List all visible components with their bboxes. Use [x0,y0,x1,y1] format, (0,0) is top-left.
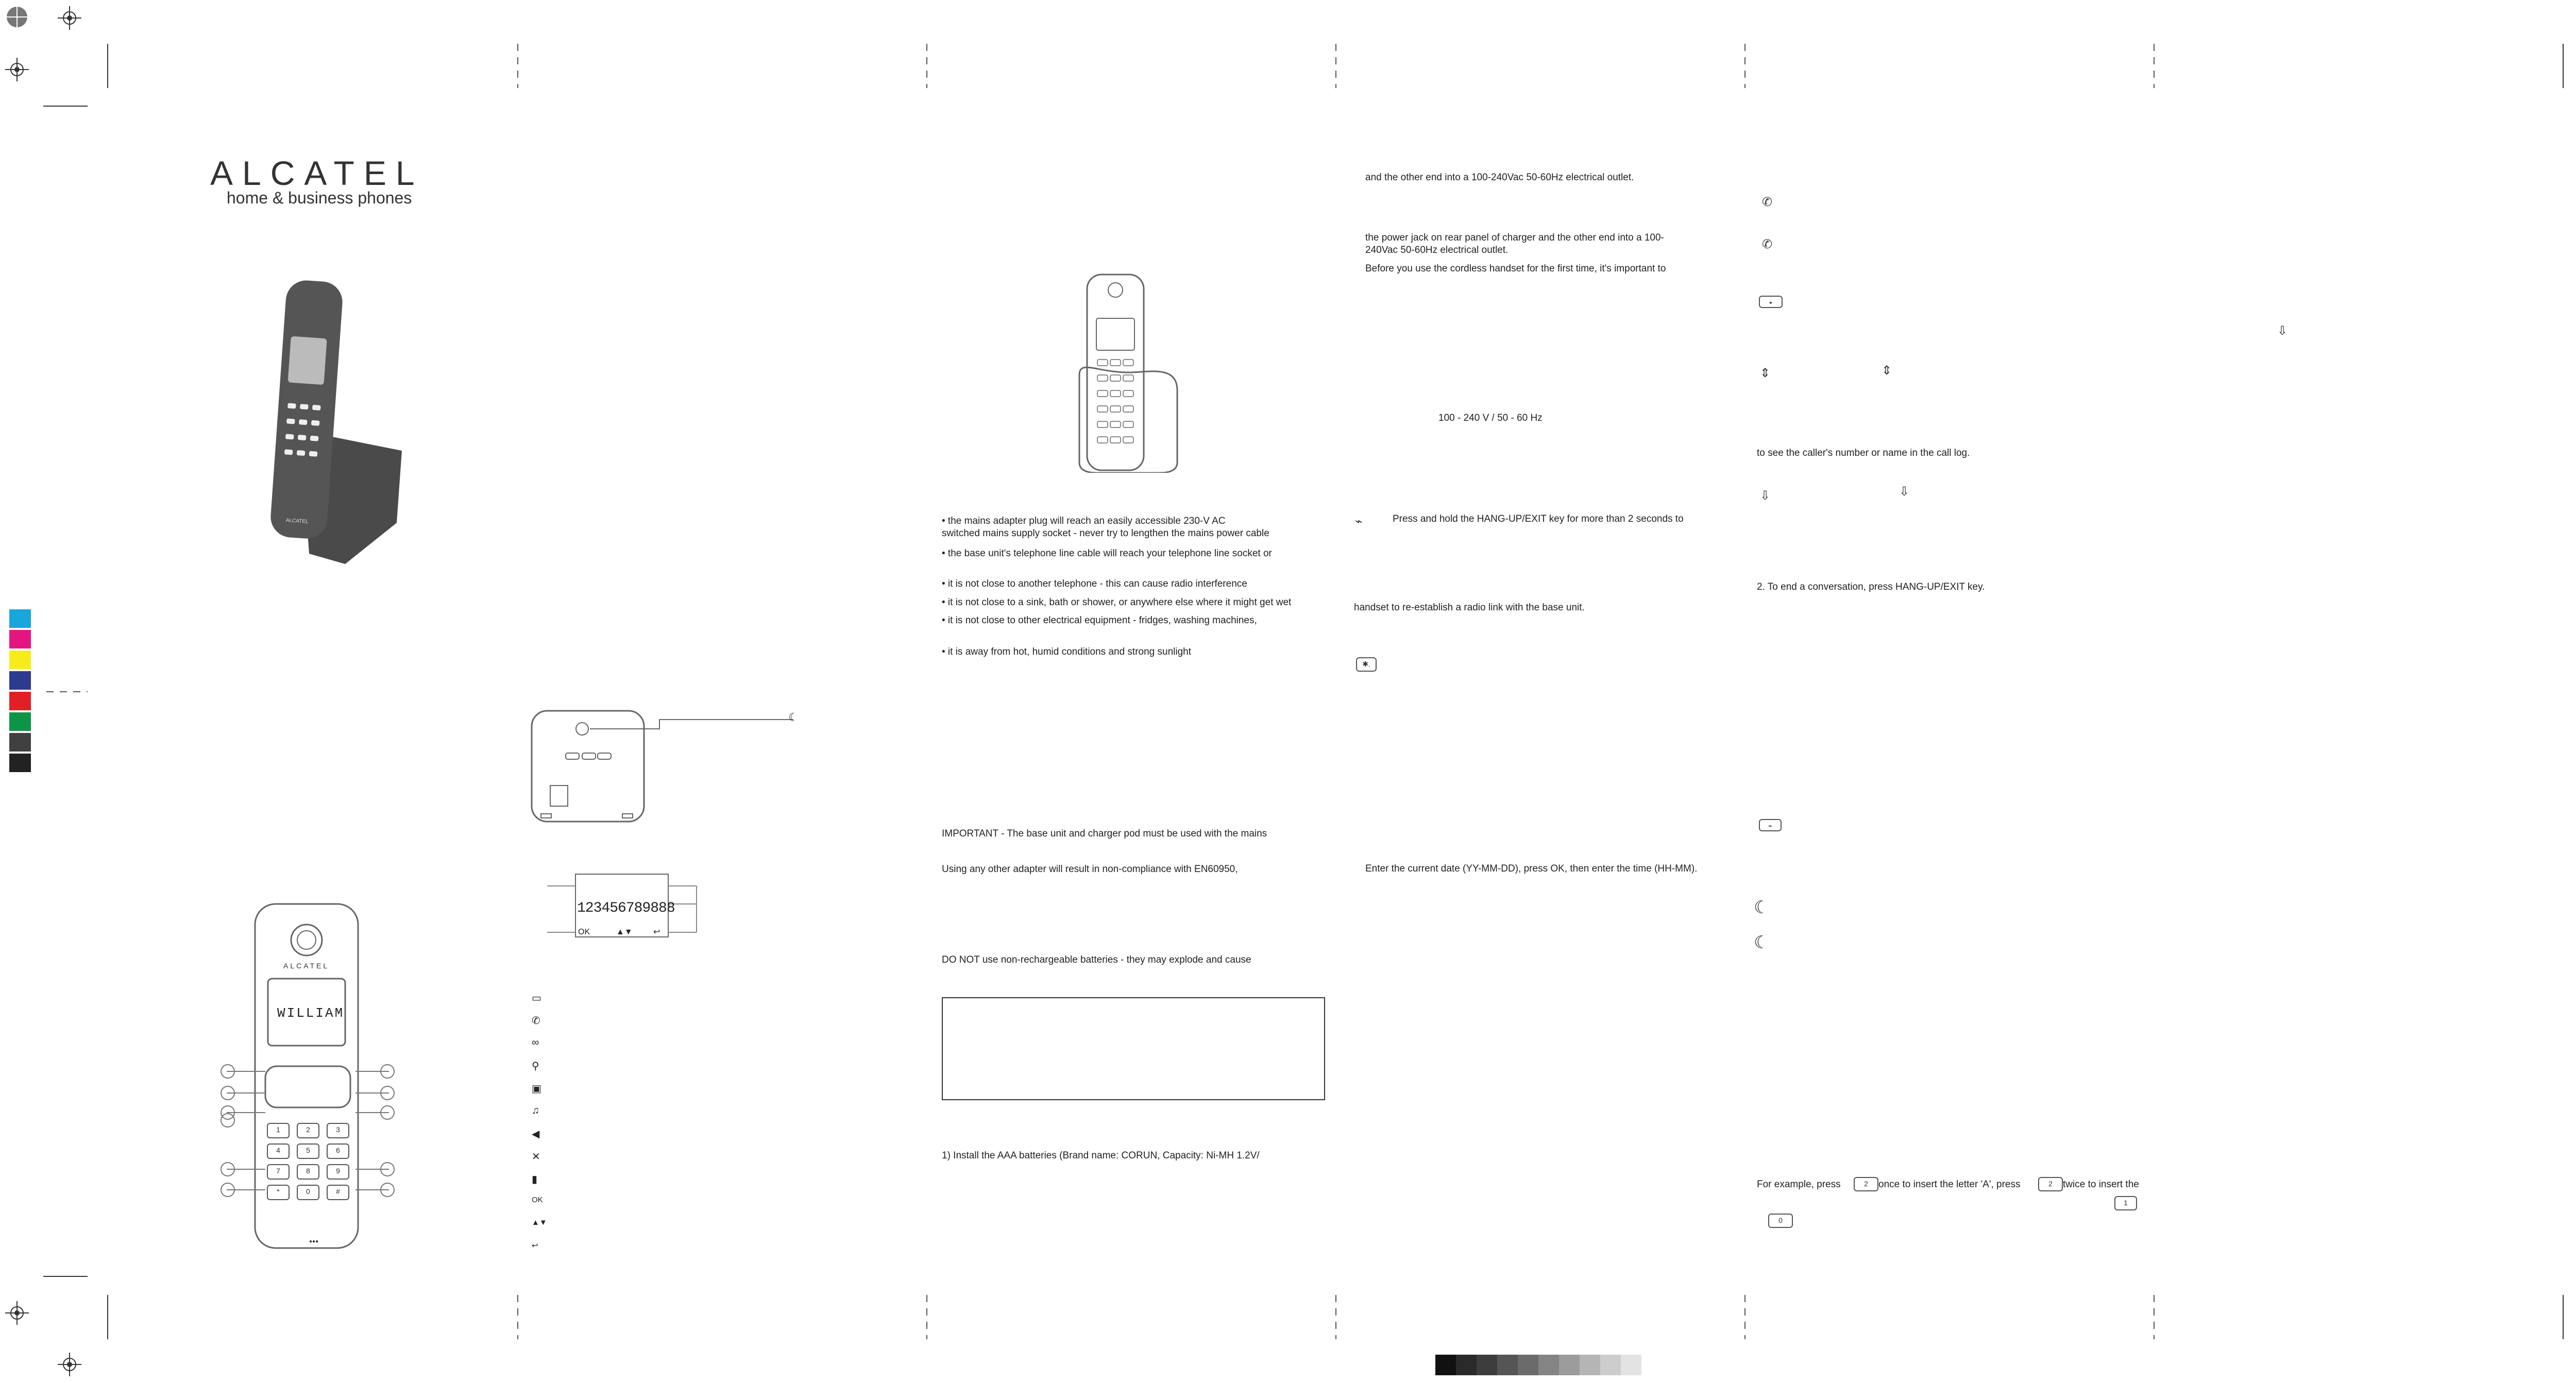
lcd-arrows: ▲▼ [616,928,633,936]
fold-mark [517,1295,518,1339]
fold-mark [2154,44,2155,88]
legend-volume-icon: ◀ [532,1129,540,1140]
trim-mark [107,44,108,88]
example-part-a: For example, press [1757,1179,1841,1190]
fold-mark [1744,44,1745,88]
important-note: IMPORTANT - The base unit and charger pod must be used with the mains [942,828,1267,839]
updown-icon: ⇕ [1882,364,1892,378]
keypad-key: 8 [297,1164,319,1180]
call-icon: ✆ [1762,195,1773,209]
key-2: 2 [1854,1177,1878,1191]
adapter-warning: Using any other adapter will result in non-compliance with EN60950, [942,864,1238,875]
brand-name: ALCATEL [210,154,424,192]
key-2: 2 [2038,1177,2063,1191]
brand-logo [210,153,424,193]
down-arrow-icon: ⇩ [2277,324,2288,338]
fold-mark [1744,1295,1745,1339]
star-key-icon: ✱. [1356,657,1377,672]
notice-box [942,997,1325,1100]
fold-mark [517,44,518,88]
fold-mark [2154,1295,2155,1339]
legend-signal-icon: ▮ [532,1174,538,1185]
legend-phonebook-icon: ▣ [532,1083,541,1095]
example-part-b: once to insert the letter 'A', press [1878,1179,2021,1190]
bullet-2: • the base unit's telephone line cable will reach your telephone line socket or [942,548,1272,559]
registration-mark-icon [58,1353,81,1376]
legend-antenna-icon: ⚲ [532,1061,539,1072]
col3-line1: and the other end into a 100-240Vac 50-60Hz electrical outlet. [1365,172,1634,183]
trim-mark [2563,1295,2564,1339]
caller-log-text: to see the caller's number or name in the call log. [1757,448,1970,458]
battery-warning: DO NOT use non-rechargeable batteries - they may explode and cause [942,954,1251,965]
registration-mark-icon [5,1301,29,1325]
legend-ringer-icon: ♫ [532,1105,539,1116]
registration-mark-icon [58,6,81,30]
keypad-key: 5 [297,1143,319,1159]
updown-icon: ⇕ [1760,366,1771,380]
menu-key-icon: ▪ [1759,296,1783,308]
grayscale-step [1435,1355,1456,1375]
trim-mark [2563,44,2564,88]
keypad-key: 2 [297,1123,319,1138]
color-swatch-dark1 [9,733,31,752]
color-swatch-dark2 [9,754,31,772]
call-icon: ✆ [1762,237,1773,251]
keypad-key: 0 [297,1185,319,1200]
legend-mute-icon: ✕ [532,1151,540,1163]
moon-icon: ☾ [1754,933,1770,952]
keypad-key: # [327,1185,349,1200]
phone-product-photo [242,276,407,564]
icon-legend [531,992,562,1250]
legend-OK-icon: OK [532,1196,543,1204]
lcd-ok: OK [578,928,590,936]
legend--icon: ↩ [532,1241,538,1250]
color-swatch-red [9,692,31,710]
keypad-key: * [267,1185,290,1200]
hangup-key-icon: ⌁ [1759,819,1782,831]
lcd-digits: 123456789888 [577,900,675,916]
col3-line4: Before you use the cordless handset for the first time, it's important to [1365,263,1666,274]
color-swatch-blue [9,671,31,690]
handset-keypad [267,1123,354,1205]
keypad-key: 3 [327,1123,349,1138]
bullet-1: • the mains adapter plug will reach an easily accessible 230-V AC [942,516,1226,526]
lcd-back: ↩ [653,928,660,936]
grayscale-step [1477,1355,1497,1375]
brand-tagline: home & business phones [227,189,412,207]
grayscale-step [1580,1355,1600,1375]
voltage-label: 100 - 240 V / 50 - 60 Hz [1438,413,1543,423]
keypad-key: 1 [267,1123,290,1138]
date-time-instruction: Enter the current date (YY-MM-DD), press OK, then enter the time (HH-MM). [1365,863,1698,874]
moon-icon: ☾ [1754,898,1770,917]
end-conversation: 2. To end a conversation, press HANG-UP/EXIT key. [1757,582,1985,592]
grayscale-step [1559,1355,1580,1375]
keypad-key: 4 [267,1143,290,1159]
color-swatch-cyan [9,609,31,628]
moon-icon: ☾ [788,711,799,724]
down-arrow-icon: ⇩ [1899,485,1910,499]
legend-voicemail-icon: ∞ [532,1037,539,1048]
down-arrow-icon: ⇩ [1760,489,1771,503]
color-swatch-magenta [9,630,31,648]
keypad-key: 6 [327,1143,349,1159]
fold-mark [926,44,927,88]
bullet-5: • it is not close to other electrical equipment - fridges, washing machines, [942,615,1257,626]
fold-mark [926,1295,927,1339]
registration-mark-icon [5,5,29,29]
fold-mark [46,691,88,692]
color-swatch-green [9,712,31,731]
handset-display-name: WILLIAM [277,1005,345,1021]
svg-text:ALCATEL: ALCATEL [285,517,309,525]
fold-mark [1335,44,1336,88]
grayscale-step [1497,1355,1518,1375]
col3-line3: 240Vac 50-60Hz electrical outlet. [1365,245,1509,255]
legend-handset-icon: ✆ [532,1015,540,1027]
grayscale-step [1600,1355,1621,1375]
svg-text:ALCATEL: ALCATEL [283,962,330,970]
bullet-6: • it is away from hot, humid conditions and strong sunlight [942,646,1192,657]
grayscale-step [1621,1355,1641,1375]
keypad-key: 9 [327,1164,349,1180]
base-station-diagram [1077,272,1180,473]
key-0: 0 [1768,1214,1793,1228]
install-step: 1) Install the AAA batteries (Brand name: CORUN, Capacity: Ni-MH 1.2V/ [942,1150,1260,1161]
legend-battery-icon: ▭ [532,993,541,1004]
hangup-instruction: Press and hold the HANG-UP/EXIT key for more than 2 seconds to [1393,514,1684,524]
fold-mark [1335,1295,1336,1339]
keypad-key: 7 [267,1164,290,1180]
legend--icon: ▲▼ [532,1218,547,1227]
bullet-1b: switched mains supply socket - never try to lengthen the mains power cable [942,528,1269,539]
color-swatch-yellow [9,651,31,669]
base-unit-rear-diagram [531,708,804,827]
svg-text:●●●: ●●● [309,1239,319,1244]
bullet-4: • it is not close to a sink, bath or shower, or anywhere else where it might get wet [942,597,1292,608]
trim-mark [43,106,88,107]
hangup-key-icon: ⌁ [1355,515,1363,528]
bullet-3: • it is not close to another telephone - this can cause radio interference [942,578,1247,589]
key-1: 1 [2114,1196,2137,1210]
radio-link-text: handset to re-establish a radio link with the base unit. [1354,602,1585,613]
example-part-c: twice to insert the [2063,1179,2139,1190]
grayscale-step [1518,1355,1538,1375]
trim-mark [107,1295,108,1339]
grayscale-step [1538,1355,1559,1375]
trim-mark [43,1276,88,1277]
col3-line2: the power jack on rear panel of charger and the other end into a 100- [1365,232,1664,243]
registration-mark-icon [5,58,29,81]
grayscale-step [1456,1355,1477,1375]
